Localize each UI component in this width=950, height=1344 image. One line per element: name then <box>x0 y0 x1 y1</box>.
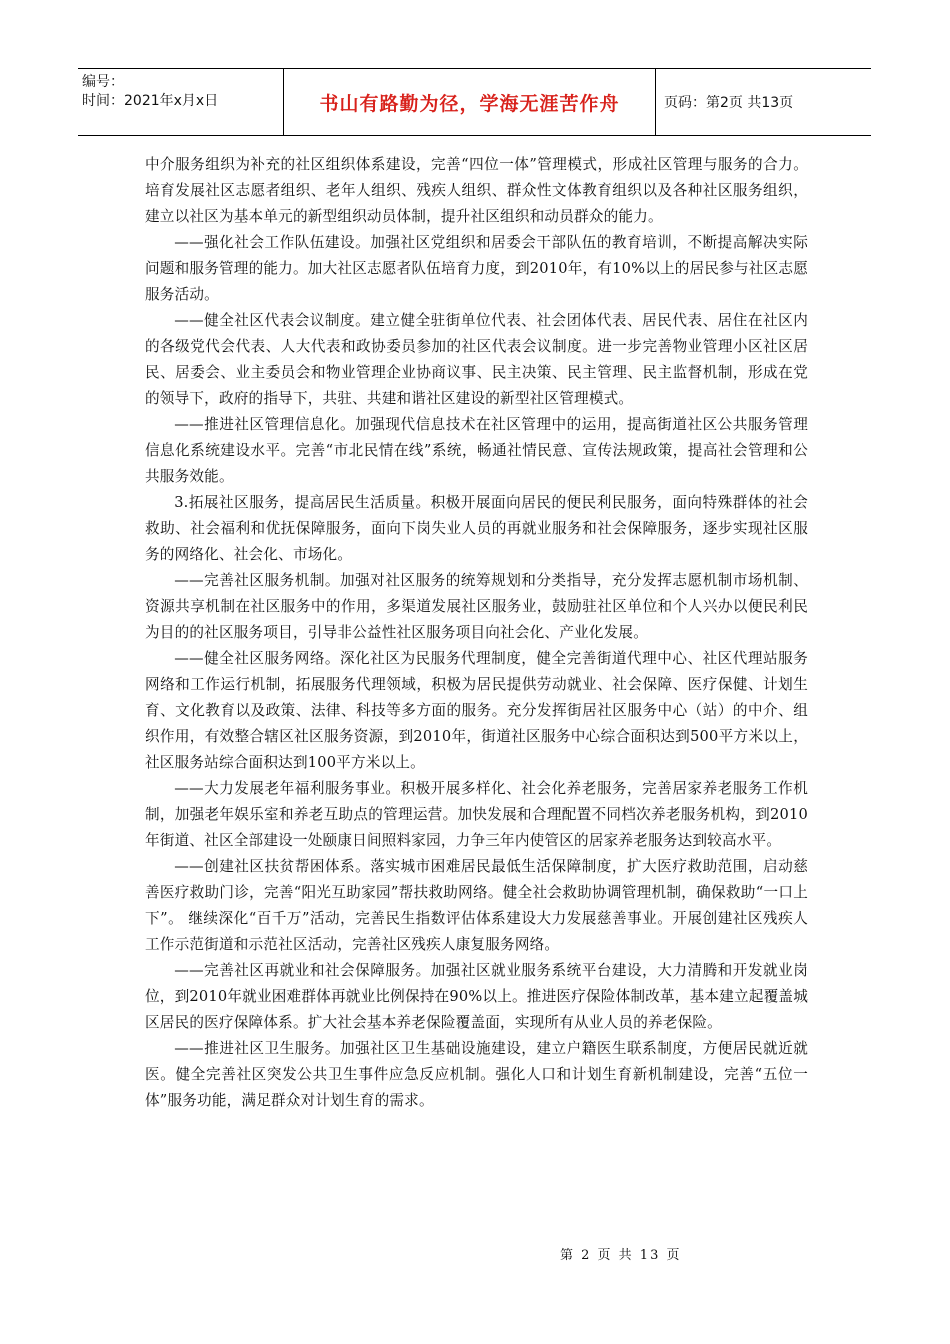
header-meta <box>78 69 284 135</box>
header-motto: 书山有路勤为径，学海无涯苦作舟 <box>284 69 656 135</box>
date-label: 时间：2021年x月x日 <box>82 93 219 109</box>
page-footer: 第 2 页 共 13 页 <box>560 1248 682 1263</box>
header-page-info: 页码：第2页 共13页 <box>664 95 794 111</box>
paragraph: 中介服务组织为补充的社区组织体系建设，完善“四位一体”管理模式，形成社区管理与服务的合力。培育发展社区志愿者组织、老年人组织、残疾人组织、群众性文体教育组织以及各种社区服务组织，建立以社区为基本单元的新型组织动员体制，提升社区组织和动员群众的能力。 <box>145 156 808 225</box>
paragraph: ——完善社区再就业和社会保障服务。加强社区就业服务系统平台建设，大力清腾和开发就业岗位，到2010年就业困难群体再就业比例保持在90%以上。推进医疗保险体制改革，基本建立起覆盖城区居民的医疗保障体系。扩大社会基本养老保险覆盖面，实现所有从业人员的养老保险。 <box>145 962 808 1031</box>
paragraph: ——推进社区卫生服务。加强社区卫生基础设施建设，建立户籍医生联系制度，方便居民就近就医。健全完善社区突发公共卫生事件应急反应机制。强化人口和计划生育新机制建设，完善“五位一体”服务功能，满足群众对计划生育的需求。 <box>145 1040 808 1109</box>
page-header <box>78 68 871 136</box>
paragraph: ——强化社会工作队伍建设。加强社区党组织和居委会干部队伍的教育培训，不断提高解决实际问题和服务管理的能力。加大社区志愿者队伍培育力度，到2010年，有10%以上的居民参与社区志愿服务活动。 <box>145 234 808 303</box>
paragraph: ——健全社区服务网络。深化社区为民服务代理制度，健全完善街道代理中心、社区代理站服务网络和工作运行机制，拓展服务代理领域，积极为居民提供劳动就业、社会保障、医疗保健、计划生育、文化教育以及政策、法律、科技等多方面的服务。充分发挥街居社区服务中心（站）的中介、组织作用，有效整合辖区社区服务资源，到2010年，街道社区服务中心综合面积达到500平方米以上，社区服务站综合面积达到100平方米以上。 <box>145 650 808 771</box>
paragraph: 3.拓展社区服务，提高居民生活质量。积极开展面向居民的便民利民服务，面向特殊群体的社会救助、社会福利和优抚保障服务，面向下岗失业人员的再就业服务和社会保障服务，逐步实现社区服务的网络化、社会化、市场化。 <box>145 494 808 563</box>
paragraph: ——大力发展老年福利服务事业。积极开展多样化、社会化养老服务，完善居家养老服务工作机制，加强老年娱乐室和养老互助点的管理运营。加快发展和合理配置不同档次养老服务机构，到2010年街道、社区全部建设一处颐康日间照料家园，力争三年内使管区的居家养老服务达到较高水平。 <box>145 780 808 849</box>
document-body <box>145 152 808 1114</box>
paragraph: ——健全社区代表会议制度。建立健全驻街单位代表、社会团体代表、居民代表、居住在社区内的各级党代会代表、人大代表和政协委员参加的社区代表会议制度。进一步完善物业管理小区社区居民、居委会、业主委员会和物业管理企业协商议事、民主决策、民主管理、民主监督机制，形成在党的领导下，政府的指导下，共驻、共建和谐社区建设的新型社区管理模式。 <box>145 312 808 407</box>
code-label: 编号： <box>82 74 124 90</box>
paragraph: ——创建社区扶贫帮困体系。落实城市困难居民最低生活保障制度，扩大医疗救助范围，启动慈善医疗救助门诊，完善“阳光互助家园”帮扶救助网络。健全社会救助协调管理机制，确保救助“一口上下”。 继续深化“百千万”活动，完善民生指数评估体系建设大力发展慈善事业。开展创建社区残疾人工作示范街道和示范社区活动，完善社区残疾人康复服务网络。 <box>145 858 808 953</box>
paragraph: ——推进社区管理信息化。加强现代信息技术在社区管理中的运用，提高街道社区公共服务管理信息化系统建设水平。完善“市北民情在线”系统，畅通社情民意、宣传法规政策，提高社会管理和公共服务效能。 <box>145 416 808 485</box>
paragraph: ——完善社区服务机制。加强对社区服务的统筹规划和分类指导，充分发挥志愿机制市场机制、资源共享机制在社区服务中的作用，多渠道发展社区服务业，鼓励驻社区单位和个人兴办以便民利民为目的的社区服务项目，引导非公益性社区服务项目向社会化、产业化发展。 <box>145 572 808 641</box>
